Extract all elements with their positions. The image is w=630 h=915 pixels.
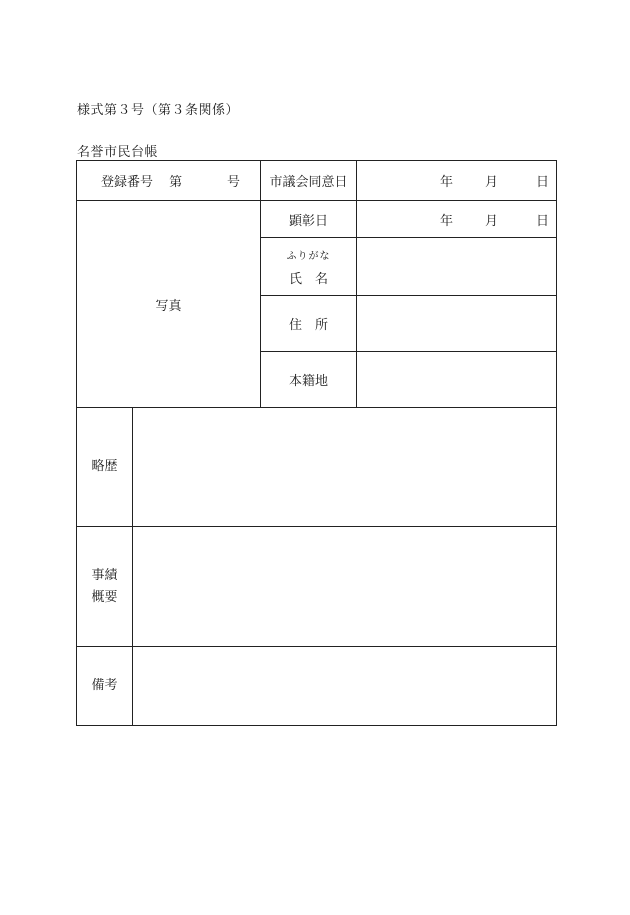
registration-dai-label: 第	[169, 175, 183, 190]
remarks-row	[77, 647, 557, 726]
achievements-row	[77, 527, 557, 647]
remarks-label: 備考	[91, 678, 118, 693]
domicile-value-cell[interactable]	[357, 352, 557, 408]
registration-number-label: 登録番号	[101, 175, 154, 190]
form-number-label: 様式第３号（第３条関係）	[77, 103, 240, 118]
domicile-label-cell	[261, 352, 357, 408]
award-day-unit: 日	[535, 213, 549, 229]
council-consent-date-label-cell	[261, 161, 357, 201]
council-consent-month-unit: 月	[484, 175, 498, 190]
registration-row	[77, 161, 557, 201]
achievements-label-cell	[77, 527, 133, 647]
achievements-value-cell[interactable]	[133, 527, 557, 647]
name-value-cell[interactable]	[357, 238, 557, 296]
achievements-label-line2: 概要	[91, 589, 118, 605]
council-consent-date-value-cell[interactable]	[357, 161, 557, 201]
achievements-label-line1: 事績	[91, 567, 118, 583]
address-label: 住 所	[288, 318, 328, 333]
remarks-label-cell	[77, 647, 133, 726]
award-date-label-cell	[261, 201, 357, 238]
career-row	[77, 408, 557, 527]
registration-number-cell	[77, 161, 261, 201]
career-label: 略歴	[91, 459, 118, 474]
address-label-cell	[261, 296, 357, 352]
career-value-cell[interactable]	[133, 408, 557, 527]
remarks-value-cell[interactable]	[133, 647, 557, 726]
award-year-unit: 年	[439, 213, 453, 229]
name-label: 氏 名	[288, 271, 328, 287]
address-value-cell[interactable]	[357, 296, 557, 352]
award-date-label: 顕彰日	[288, 213, 328, 229]
photo-label: 写真	[155, 298, 182, 314]
registration-go-label: 号	[226, 175, 240, 190]
domicile-label: 本籍地	[288, 374, 328, 389]
ledger-title: 名誉市民台帳	[77, 145, 159, 160]
furigana-label: ふりがな	[286, 250, 331, 262]
photo-cell[interactable]	[77, 201, 261, 408]
council-consent-day-unit: 日	[535, 175, 549, 190]
award-month-unit: 月	[484, 213, 498, 229]
honorary-citizen-ledger-table	[76, 160, 557, 726]
career-label-cell	[77, 408, 133, 527]
award-date-value-cell[interactable]	[357, 201, 557, 238]
award-date-row	[77, 201, 557, 238]
council-consent-year-unit: 年	[439, 175, 453, 190]
council-consent-date-label: 市議会同意日	[269, 175, 348, 190]
name-label-cell	[261, 238, 357, 296]
